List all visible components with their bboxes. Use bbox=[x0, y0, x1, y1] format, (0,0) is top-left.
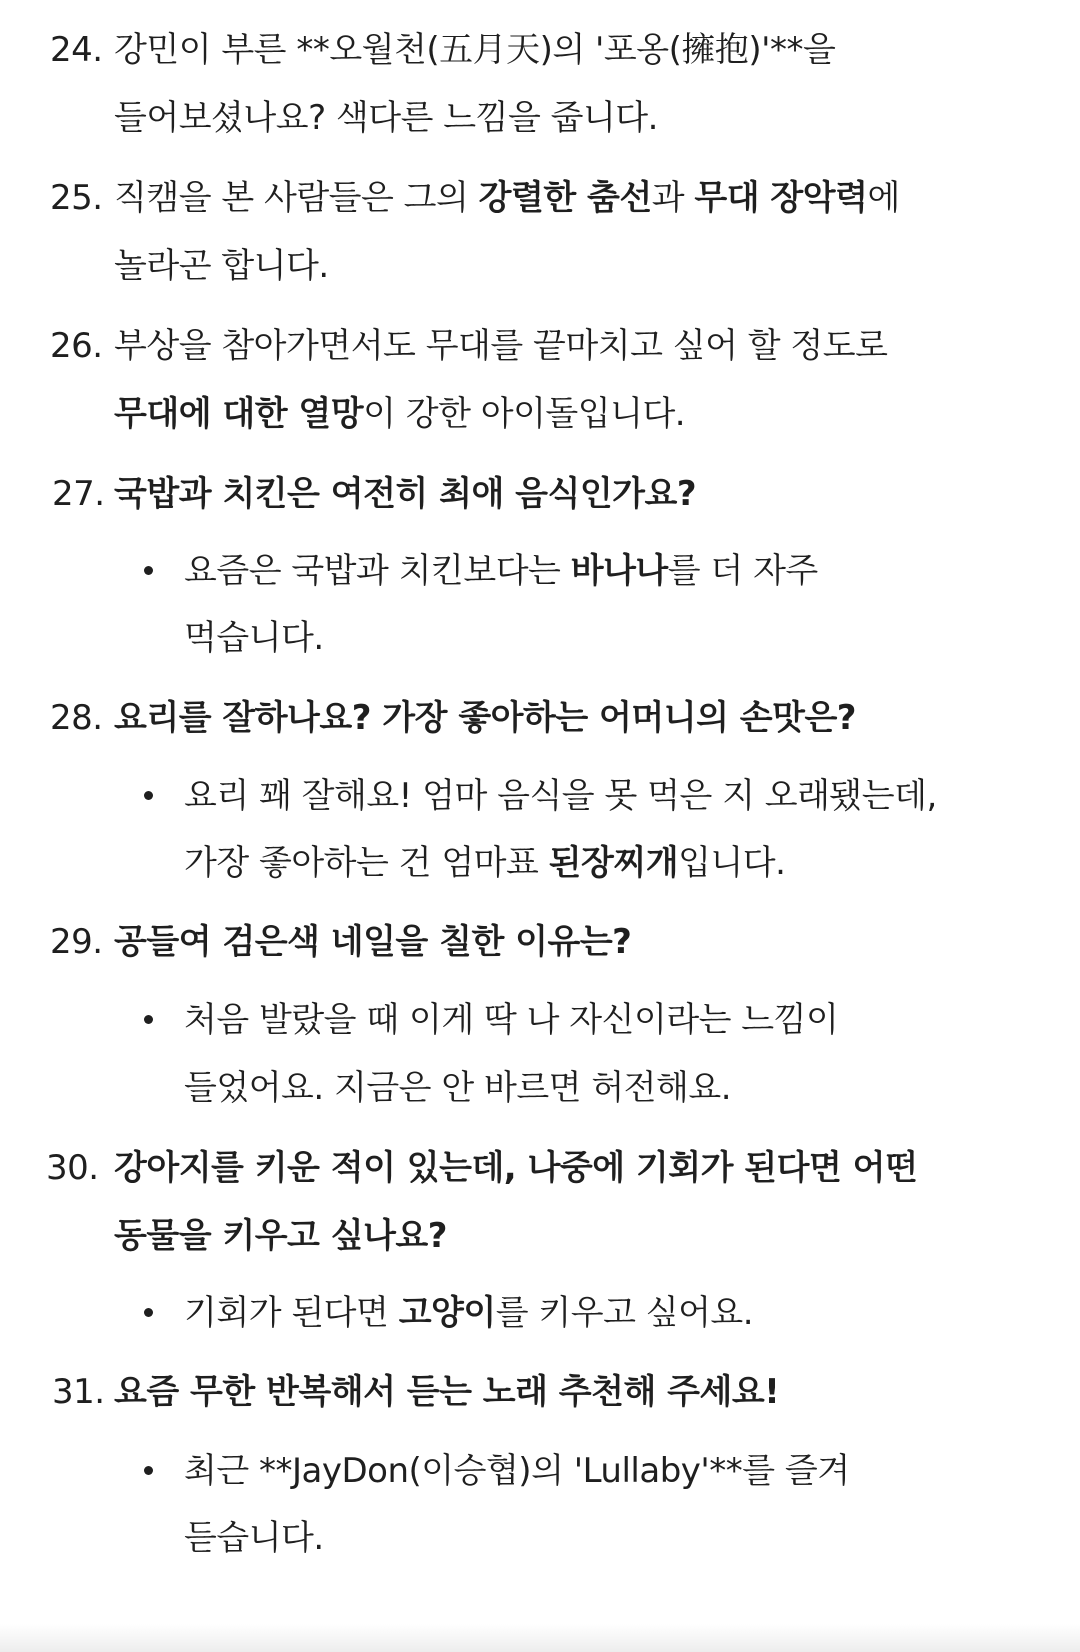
item-text: 강민이 부른 **오월천(五月天)의 '포옹(擁抱)'**을 bbox=[114, 30, 836, 70]
answer-text: 처음 발랐을 때 이게 딱 나 자신이라는 느낌이 bbox=[184, 1000, 839, 1040]
question-text: 강아지를 키운 적이 있는데, 나중에 기회가 된다면 어떤 bbox=[114, 1148, 918, 1188]
item-number: 25. bbox=[50, 178, 103, 218]
answer-text: 요즘은 국밥과 치킨보다는 바나나를 더 자주 bbox=[184, 551, 818, 591]
item-text: 무대에 대한 열망이 강한 아이돌입니다. bbox=[114, 394, 686, 434]
item-number: 26. bbox=[50, 326, 103, 366]
question-text: 국밥과 치킨은 여전히 최애 음식인가요? bbox=[114, 474, 697, 514]
item-number: 24. bbox=[50, 30, 103, 70]
item-number: 30. bbox=[46, 1148, 99, 1188]
answer-text: 요리 꽤 잘해요! 엄마 음식을 못 먹은 지 오래됐는데, bbox=[184, 776, 937, 816]
answer-text: 가장 좋아하는 건 엄마표 된장찌개입니다. bbox=[184, 843, 786, 883]
question-text: 동물을 키우고 싶나요? bbox=[114, 1216, 447, 1256]
bullet-icon bbox=[144, 566, 153, 575]
item-number: 27. bbox=[52, 474, 105, 514]
question-text: 요리를 잘하나요? 가장 좋아하는 어머니의 손맛은? bbox=[114, 698, 857, 738]
item-number: 28. bbox=[50, 698, 103, 738]
item-text: 직캠을 본 사람들은 그의 강렬한 춤선과 무대 장악력에 bbox=[114, 178, 900, 218]
bullet-icon bbox=[144, 791, 153, 800]
bullet-icon bbox=[144, 1466, 153, 1475]
item-number: 29. bbox=[50, 922, 103, 962]
bullet-icon bbox=[144, 1308, 153, 1317]
answer-text: 기회가 된다면 고양이를 키우고 싶어요. bbox=[184, 1293, 754, 1333]
item-text: 부상을 참아가면서도 무대를 끝마치고 싶어 할 정도로 bbox=[114, 326, 888, 366]
item-number: 31. bbox=[52, 1372, 105, 1412]
answer-text: 먹습니다. bbox=[184, 618, 324, 658]
answer-text: 최근 **JayDon(이승협)의 'Lullaby'**를 즐겨 bbox=[184, 1451, 850, 1491]
item-text: 놀라곤 합니다. bbox=[114, 246, 329, 286]
bullet-icon bbox=[144, 1015, 153, 1024]
bottom-shadow bbox=[0, 1624, 1080, 1652]
answer-text: 들었어요. 지금은 안 바르면 허전해요. bbox=[184, 1068, 732, 1108]
answer-text: 듣습니다. bbox=[184, 1518, 324, 1558]
question-text: 공들여 검은색 네일을 칠한 이유는? bbox=[114, 922, 632, 962]
question-text: 요즘 무한 반복해서 듣는 노래 추천해 주세요! bbox=[114, 1372, 780, 1412]
item-text: 들어보셨나요? 색다른 느낌을 줍니다. bbox=[114, 98, 658, 138]
